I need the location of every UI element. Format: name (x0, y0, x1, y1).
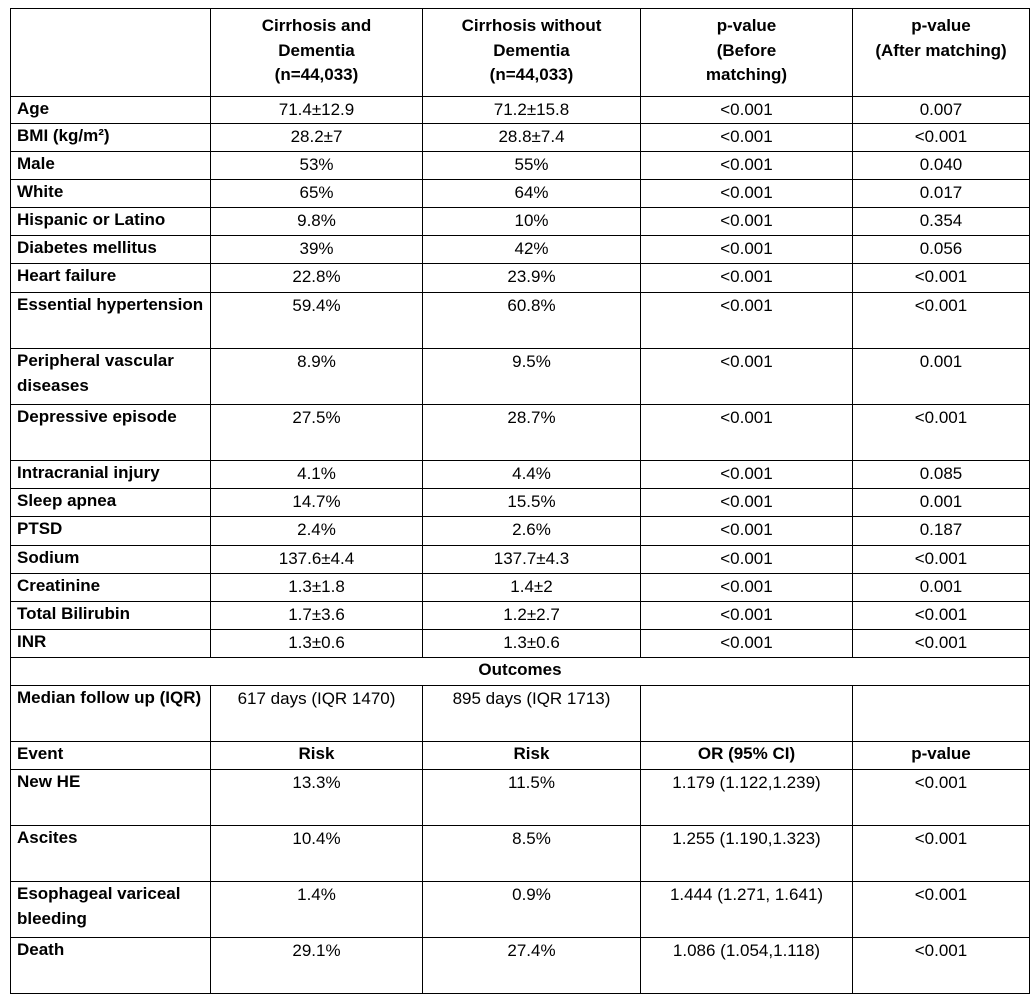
table-cell: <0.001 (641, 602, 853, 630)
row-label: New HE (11, 770, 211, 826)
table-cell: 60.8% (423, 293, 641, 349)
table-row (11, 630, 1030, 658)
table-cell: <0.001 (641, 152, 853, 180)
column-header: Event (11, 742, 211, 770)
table-cell: 1.3±0.6 (423, 630, 641, 658)
table-cell: <0.001 (641, 293, 853, 349)
table-cell: <0.001 (853, 546, 1030, 574)
table-row (11, 882, 1030, 938)
table-cell: 29.1% (211, 938, 423, 994)
header-line: Dementia (278, 40, 355, 60)
table-cell (853, 686, 1030, 742)
column-header (423, 9, 641, 97)
header-row (11, 9, 1030, 97)
table-cell: <0.001 (853, 630, 1030, 658)
table-cell: 0.007 (853, 97, 1030, 124)
table-cell: 1.4% (211, 882, 423, 938)
table-cell: <0.001 (641, 236, 853, 264)
table-cell: <0.001 (641, 489, 853, 517)
table-cell: 1.3±1.8 (211, 574, 423, 602)
table-cell: <0.001 (641, 574, 853, 602)
row-label: White (11, 180, 211, 208)
table-cell: 137.6±4.4 (211, 546, 423, 574)
table-cell: 9.8% (211, 208, 423, 236)
table-cell: 64% (423, 180, 641, 208)
table-cell: 1.4±2 (423, 574, 641, 602)
table-cell: 0.001 (853, 574, 1030, 602)
table-cell: 14.7% (211, 489, 423, 517)
row-label: Total Bilirubin (11, 602, 211, 630)
table-cell: 42% (423, 236, 641, 264)
section-row (11, 658, 1030, 686)
table-cell: 0.001 (853, 349, 1030, 405)
row-label: Depressive episode (11, 405, 211, 461)
table-cell: <0.001 (853, 124, 1030, 152)
table-cell: <0.001 (641, 97, 853, 124)
header-line: (n=44,033) (274, 65, 359, 84)
table-cell: <0.001 (641, 517, 853, 546)
table-row (11, 938, 1030, 994)
table-cell: 0.017 (853, 180, 1030, 208)
table-cell: <0.001 (853, 938, 1030, 994)
table-cell: 15.5% (423, 489, 641, 517)
header-line: matching) (705, 65, 788, 84)
table-row (11, 686, 1030, 742)
row-label: PTSD (11, 517, 211, 546)
column-header (211, 9, 423, 97)
table-cell: <0.001 (853, 405, 1030, 461)
row-label: Median follow up (IQR) (11, 686, 211, 742)
header-line: Cirrhosis and (261, 16, 372, 35)
table-cell: 0.354 (853, 208, 1030, 236)
row-label: Heart failure (11, 264, 211, 293)
table-cell: 13.3% (211, 770, 423, 826)
table-row (11, 97, 1030, 124)
table-row (11, 826, 1030, 882)
table-cell: 1.2±2.7 (423, 602, 641, 630)
header-line: p-value (716, 16, 777, 35)
table-row (11, 546, 1030, 574)
table-row (11, 124, 1030, 152)
table-cell: 2.6% (423, 517, 641, 546)
table-cell: 27.4% (423, 938, 641, 994)
row-label: Age (11, 97, 211, 124)
table-cell: <0.001 (641, 630, 853, 658)
section-title: Outcomes (11, 658, 1030, 686)
table-row (11, 770, 1030, 826)
table-cell: 0.9% (423, 882, 641, 938)
header-line: (Before (716, 40, 777, 60)
table-cell: 9.5% (423, 349, 641, 405)
row-label: Creatinine (11, 574, 211, 602)
table-cell: <0.001 (853, 826, 1030, 882)
table-cell: 4.1% (211, 461, 423, 489)
table-row (11, 293, 1030, 349)
table-row (11, 517, 1030, 546)
table-body (11, 9, 1030, 994)
table-cell: 1.255 (1.190,1.323) (641, 826, 853, 882)
table-cell (641, 686, 853, 742)
column-header: Risk (211, 742, 423, 770)
table-row (11, 461, 1030, 489)
header-line: Dementia (493, 40, 570, 60)
row-label: BMI (kg/m²) (11, 124, 211, 152)
table-row (11, 152, 1030, 180)
row-label: Sleep apnea (11, 489, 211, 517)
table-cell: 27.5% (211, 405, 423, 461)
table-cell: <0.001 (641, 349, 853, 405)
table-cell: 0.056 (853, 236, 1030, 264)
table-row (11, 602, 1030, 630)
table-cell: 23.9% (423, 264, 641, 293)
table-cell: <0.001 (641, 208, 853, 236)
table-cell: <0.001 (641, 405, 853, 461)
table-cell: 1.3±0.6 (211, 630, 423, 658)
table-cell: <0.001 (853, 770, 1030, 826)
table-cell: 53% (211, 152, 423, 180)
table-row (11, 574, 1030, 602)
table-cell: 8.5% (423, 826, 641, 882)
table-row (11, 208, 1030, 236)
header-line: (After matching) (875, 40, 1007, 60)
row-label: Peripheral vascular diseases (11, 349, 211, 405)
row-label: INR (11, 630, 211, 658)
table-row (11, 180, 1030, 208)
row-label: Death (11, 938, 211, 994)
table-cell: <0.001 (641, 264, 853, 293)
row-label: Diabetes mellitus (11, 236, 211, 264)
table-row (11, 264, 1030, 293)
table-cell: <0.001 (853, 264, 1030, 293)
table-cell: 28.8±7.4 (423, 124, 641, 152)
table-cell: 10.4% (211, 826, 423, 882)
column-header: OR (95% CI) (641, 742, 853, 770)
table-cell: 617 days (IQR 1470) (211, 686, 423, 742)
table-cell: 71.4±12.9 (211, 97, 423, 124)
table-cell: 28.7% (423, 405, 641, 461)
table-cell: 22.8% (211, 264, 423, 293)
row-label: Male (11, 152, 211, 180)
table-row (11, 349, 1030, 405)
table-cell: <0.001 (641, 546, 853, 574)
table-cell: 59.4% (211, 293, 423, 349)
table-cell: <0.001 (641, 180, 853, 208)
column-header: Risk (423, 742, 641, 770)
row-label: Essential hypertension (11, 293, 211, 349)
table-cell: 0.187 (853, 517, 1030, 546)
cohort-characteristics-table (10, 8, 1030, 994)
table-cell: 1.086 (1.054,1.118) (641, 938, 853, 994)
table-cell: 28.2±7 (211, 124, 423, 152)
row-label: Hispanic or Latino (11, 208, 211, 236)
column-header: p-value (853, 742, 1030, 770)
table-row (11, 236, 1030, 264)
column-header (11, 9, 211, 97)
header-line: Cirrhosis without (461, 16, 602, 35)
table-cell: <0.001 (853, 293, 1030, 349)
table-cell: 4.4% (423, 461, 641, 489)
table-row (11, 489, 1030, 517)
row-label: Intracranial injury (11, 461, 211, 489)
table-cell: <0.001 (641, 461, 853, 489)
event-header-row (11, 742, 1030, 770)
table-cell: 71.2±15.8 (423, 97, 641, 124)
table-cell: 1.179 (1.122,1.239) (641, 770, 853, 826)
table-cell: <0.001 (853, 882, 1030, 938)
table-cell: 39% (211, 236, 423, 264)
table-row (11, 405, 1030, 461)
table-cell: 11.5% (423, 770, 641, 826)
column-header (853, 9, 1030, 97)
header-line: (n=44,033) (489, 65, 574, 84)
table-cell: <0.001 (641, 124, 853, 152)
table-cell: 8.9% (211, 349, 423, 405)
table-cell: 1.444 (1.271, 1.641) (641, 882, 853, 938)
table-cell: <0.001 (853, 602, 1030, 630)
row-label: Ascites (11, 826, 211, 882)
table-cell: 0.001 (853, 489, 1030, 517)
column-header (641, 9, 853, 97)
table-cell: 137.7±4.3 (423, 546, 641, 574)
table-cell: 0.085 (853, 461, 1030, 489)
table-cell: 10% (423, 208, 641, 236)
table-cell: 2.4% (211, 517, 423, 546)
table-cell: 65% (211, 180, 423, 208)
row-label: Sodium (11, 546, 211, 574)
table-cell: 0.040 (853, 152, 1030, 180)
row-label: Esophageal variceal bleeding (11, 882, 211, 938)
header-line: p-value (911, 16, 971, 35)
table-cell: 895 days (IQR 1713) (423, 686, 641, 742)
table-cell: 1.7±3.6 (211, 602, 423, 630)
table-cell: 55% (423, 152, 641, 180)
